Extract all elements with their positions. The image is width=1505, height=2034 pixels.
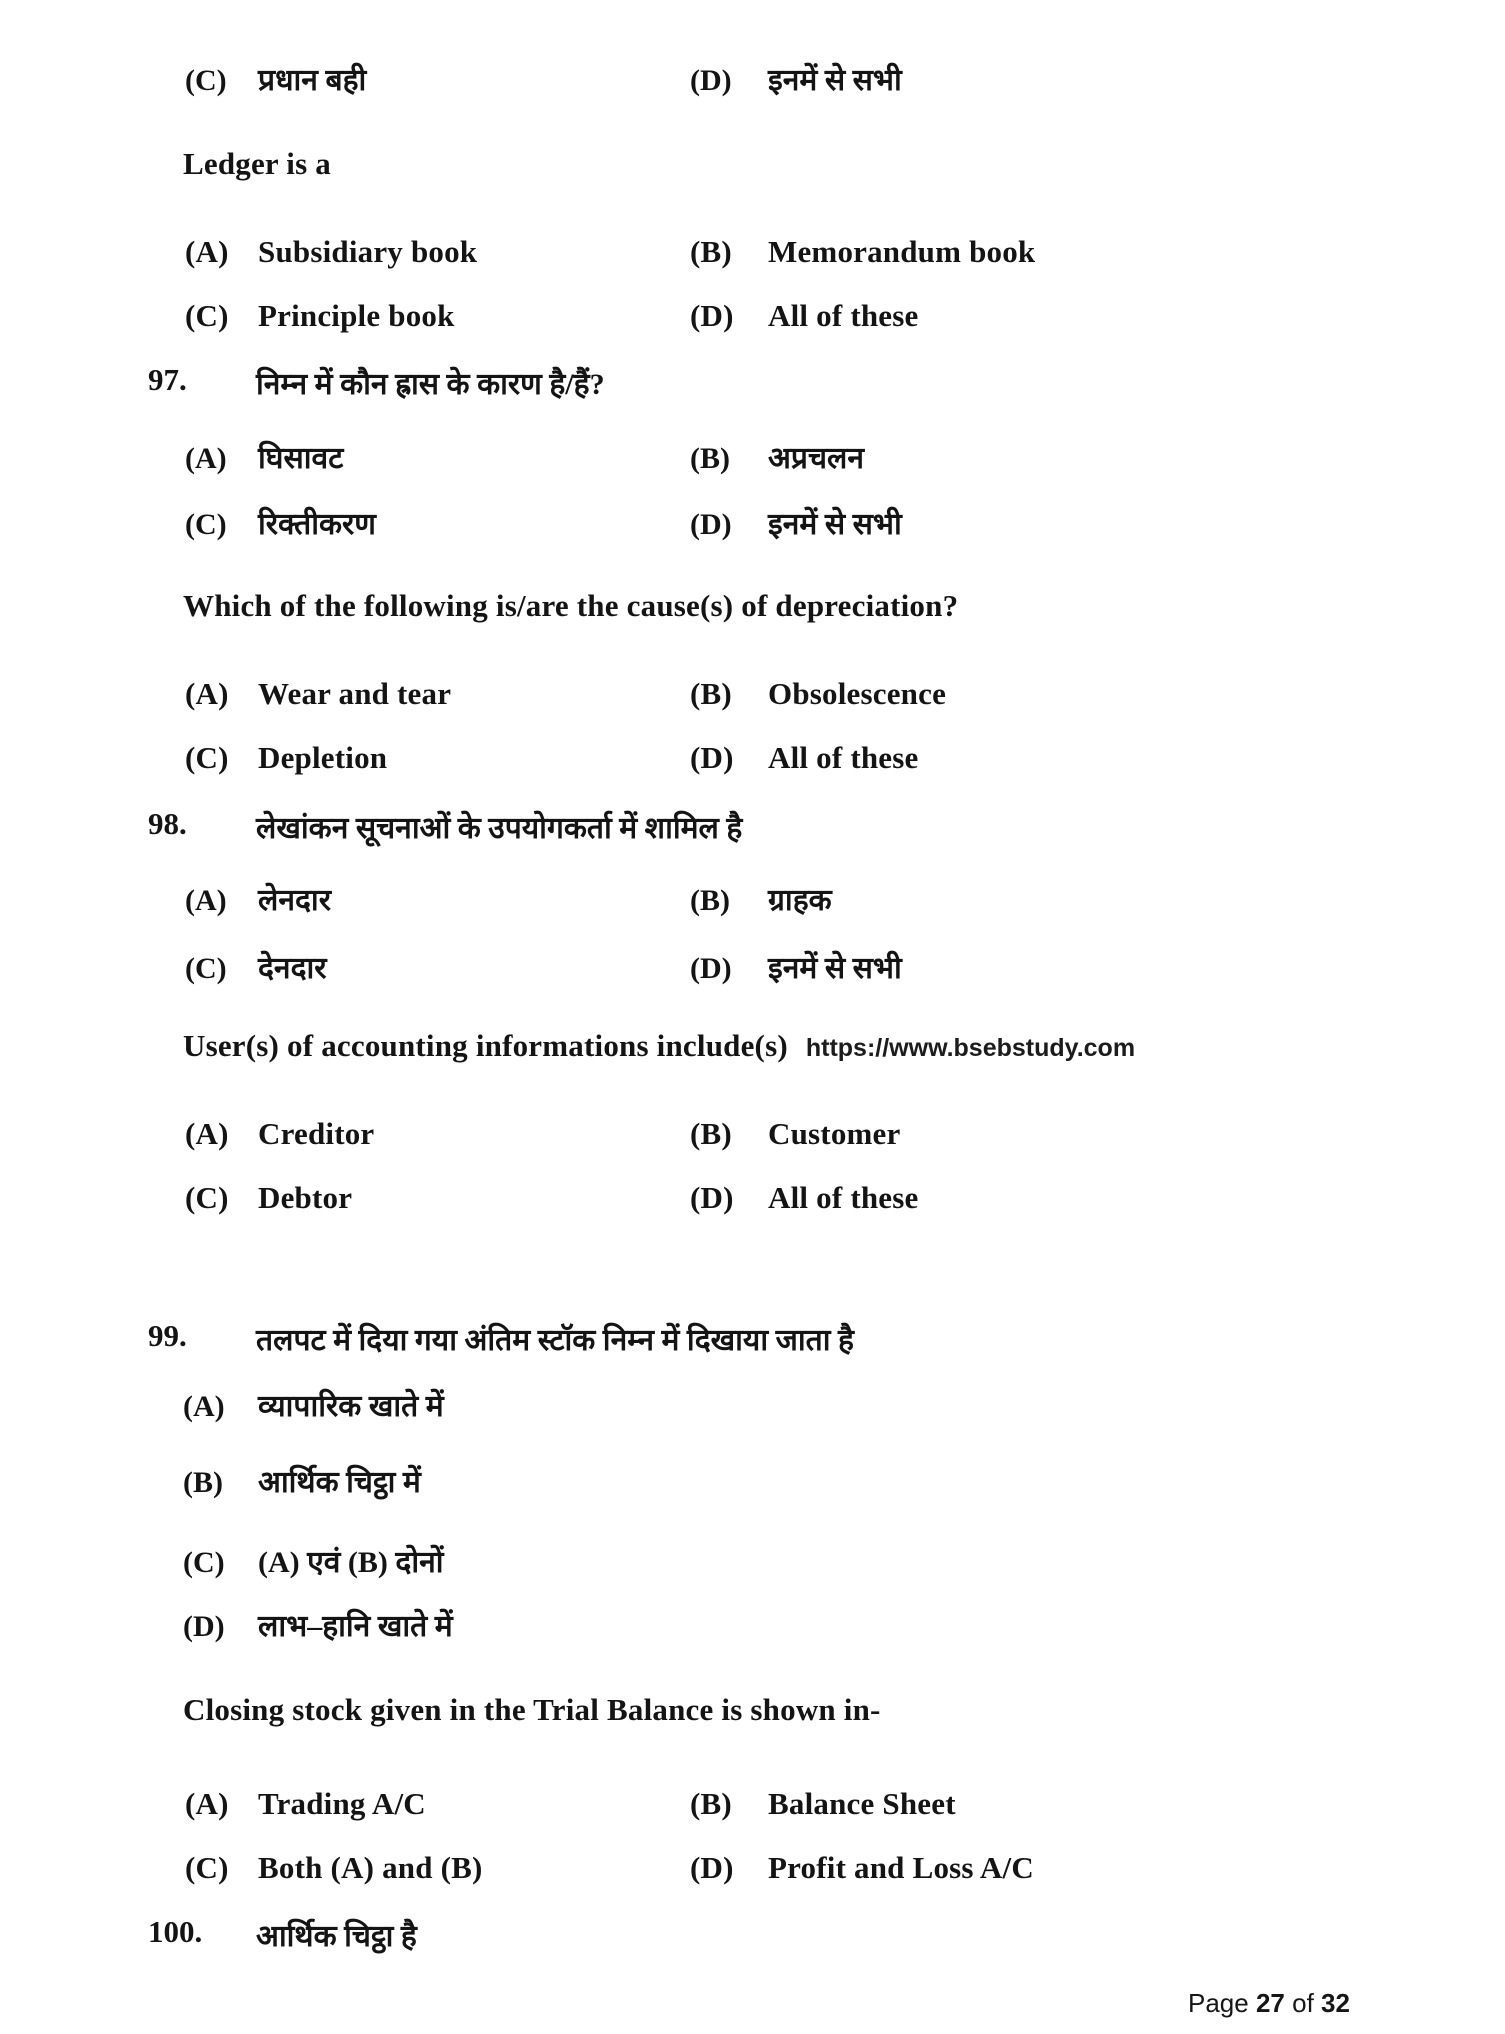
option-letter: (D) [690,1180,734,1215]
option-text: Creditor [258,1116,375,1151]
option-text: Wear and tear [258,676,452,711]
q97-option-d-hindi [690,502,902,543]
q99-option-c-english [185,1850,483,1886]
option-text: व्यापारिक खाते में [258,1390,444,1423]
q99-hindi-question: तलपट में दिया गया अंतिम स्टॉक निम्न में दिखाया जाता है [256,1324,854,1357]
option-text: All of these [768,740,919,775]
option-text: All of these [768,1180,919,1215]
option-letter: (A) [185,676,229,711]
prev-option-b-english [690,234,1035,270]
q97-english-question: Which of the following is/are the cause(s) of depreciation? [183,588,959,623]
option-letter: (A) [185,442,227,475]
q98-option-c-hindi [185,946,327,987]
option-letter: (D) [690,298,734,333]
option-text: इनमें से सभी [768,64,902,97]
option-text: देनदार [258,952,327,985]
option-text: Obsolescence [768,676,947,711]
option-letter: (C) [185,740,229,775]
prev-option-c-english [185,298,455,334]
q99-option-a-english [185,1786,426,1822]
footer-total-pages: 32 [1321,1988,1350,2018]
watermark-url: https://www.bsebstudy.com [805,1034,1136,1062]
option-letter: (A) [185,234,229,269]
q100-hindi-question: आर्थिक चिट्ठा है [256,1920,417,1953]
q97-option-b-english [690,676,946,712]
q98-option-d-english [690,1180,918,1216]
option-letter: (D) [690,1850,734,1885]
q99-number: 99. [148,1318,187,1353]
option-letter: (A) [183,1390,225,1423]
option-text: Memorandum book [768,234,1036,269]
q97-option-a-hindi [185,436,343,477]
q97-hindi-question: निम्न में कौन ह्रास के कारण है/हैं? [256,368,605,401]
option-text: लाभ–हानि खाते में [258,1610,453,1643]
prev-option-c-hindi [185,58,366,99]
option-letter: (C) [185,1850,229,1885]
q98-english-question: User(s) of accounting informations include(s) [183,1028,788,1063]
q98-english-question-row [183,1028,1135,1064]
q97-option-b-hindi [690,436,864,477]
prev-option-d-hindi [690,58,902,99]
option-text: लेनदार [258,884,331,917]
footer-page-number: 27 [1255,1988,1285,2018]
option-text: Debtor [258,1180,353,1215]
option-letter: (C) [185,298,229,333]
option-text: All of these [768,298,919,333]
q97-option-c-hindi [185,502,376,543]
option-letter: (C) [185,508,227,541]
option-text: घिसावट [258,442,344,475]
option-letter: (A) [185,1786,229,1821]
q98-option-d-hindi [690,946,902,987]
page-footer [1188,1988,1350,2019]
option-letter: (D) [183,1610,225,1643]
option-letter: (B) [690,884,730,917]
option-text: Trading A/C [258,1786,426,1821]
q98-option-a-hindi [185,878,331,919]
option-text: Profit and Loss A/C [768,1850,1034,1885]
footer-page-word: Page [1188,1988,1249,2018]
option-letter: (B) [183,1466,223,1499]
q98-option-c-english [185,1180,352,1216]
q98-number: 98. [148,806,187,841]
option-text: इनमें से सभी [768,508,902,541]
q97-option-c-english [185,740,387,776]
option-letter: (B) [690,1786,732,1821]
option-letter: (D) [690,740,734,775]
option-letter: (B) [690,442,730,475]
q97-option-d-english [690,740,918,776]
option-letter: (B) [690,1116,732,1151]
q97-number: 97. [148,362,187,397]
option-letter: (A) [185,1116,229,1151]
option-text: आर्थिक चिट्ठा में [258,1466,421,1499]
option-text: रिक्तीकरण [258,508,376,541]
q99-option-d-hindi [183,1604,453,1645]
option-letter: (D) [690,952,732,985]
q98-option-a-english [185,1116,374,1152]
prev-question-english-text: Ledger is a [183,146,332,181]
option-letter: (B) [690,234,732,269]
option-text: Customer [768,1116,901,1151]
option-text: Principle book [258,298,455,333]
q100-number: 100. [148,1914,203,1949]
option-letter: (D) [690,64,732,97]
q99-option-b-hindi [183,1460,421,1501]
option-letter: (C) [185,1180,229,1215]
option-text: Depletion [258,740,388,775]
q99-option-c-hindi [183,1540,444,1581]
option-text: (A) एवं (B) दोनों [258,1546,444,1579]
q99-option-b-english [690,1786,956,1822]
q99-option-d-english [690,1850,1034,1886]
option-text: अप्रचलन [768,442,865,475]
option-letter: (C) [183,1546,225,1579]
option-letter: (C) [185,64,227,97]
q99-english-question: Closing stock given in the Trial Balance is shown in- [183,1692,881,1727]
q98-hindi-question: लेखांकन सूचनाओं के उपयोगकर्ता में शामिल है [256,812,743,845]
prev-option-d-english [690,298,918,334]
option-letter: (C) [185,952,227,985]
option-letter: (A) [185,884,227,917]
q97-option-a-english [185,676,451,712]
option-text: इनमें से सभी [768,952,902,985]
option-text: ग्राहक [768,884,832,917]
q98-option-b-english [690,1116,900,1152]
prev-option-a-english [185,234,477,270]
option-text: Balance Sheet [768,1786,956,1821]
option-text: Subsidiary book [258,234,478,269]
option-letter: (B) [690,676,732,711]
option-text: Both (A) and (B) [258,1850,483,1885]
option-letter: (D) [690,508,732,541]
option-text: प्रधान बही [258,64,367,97]
q98-option-b-hindi [690,878,832,919]
footer-of-word: of [1292,1988,1314,2018]
q99-option-a-hindi [183,1384,444,1425]
